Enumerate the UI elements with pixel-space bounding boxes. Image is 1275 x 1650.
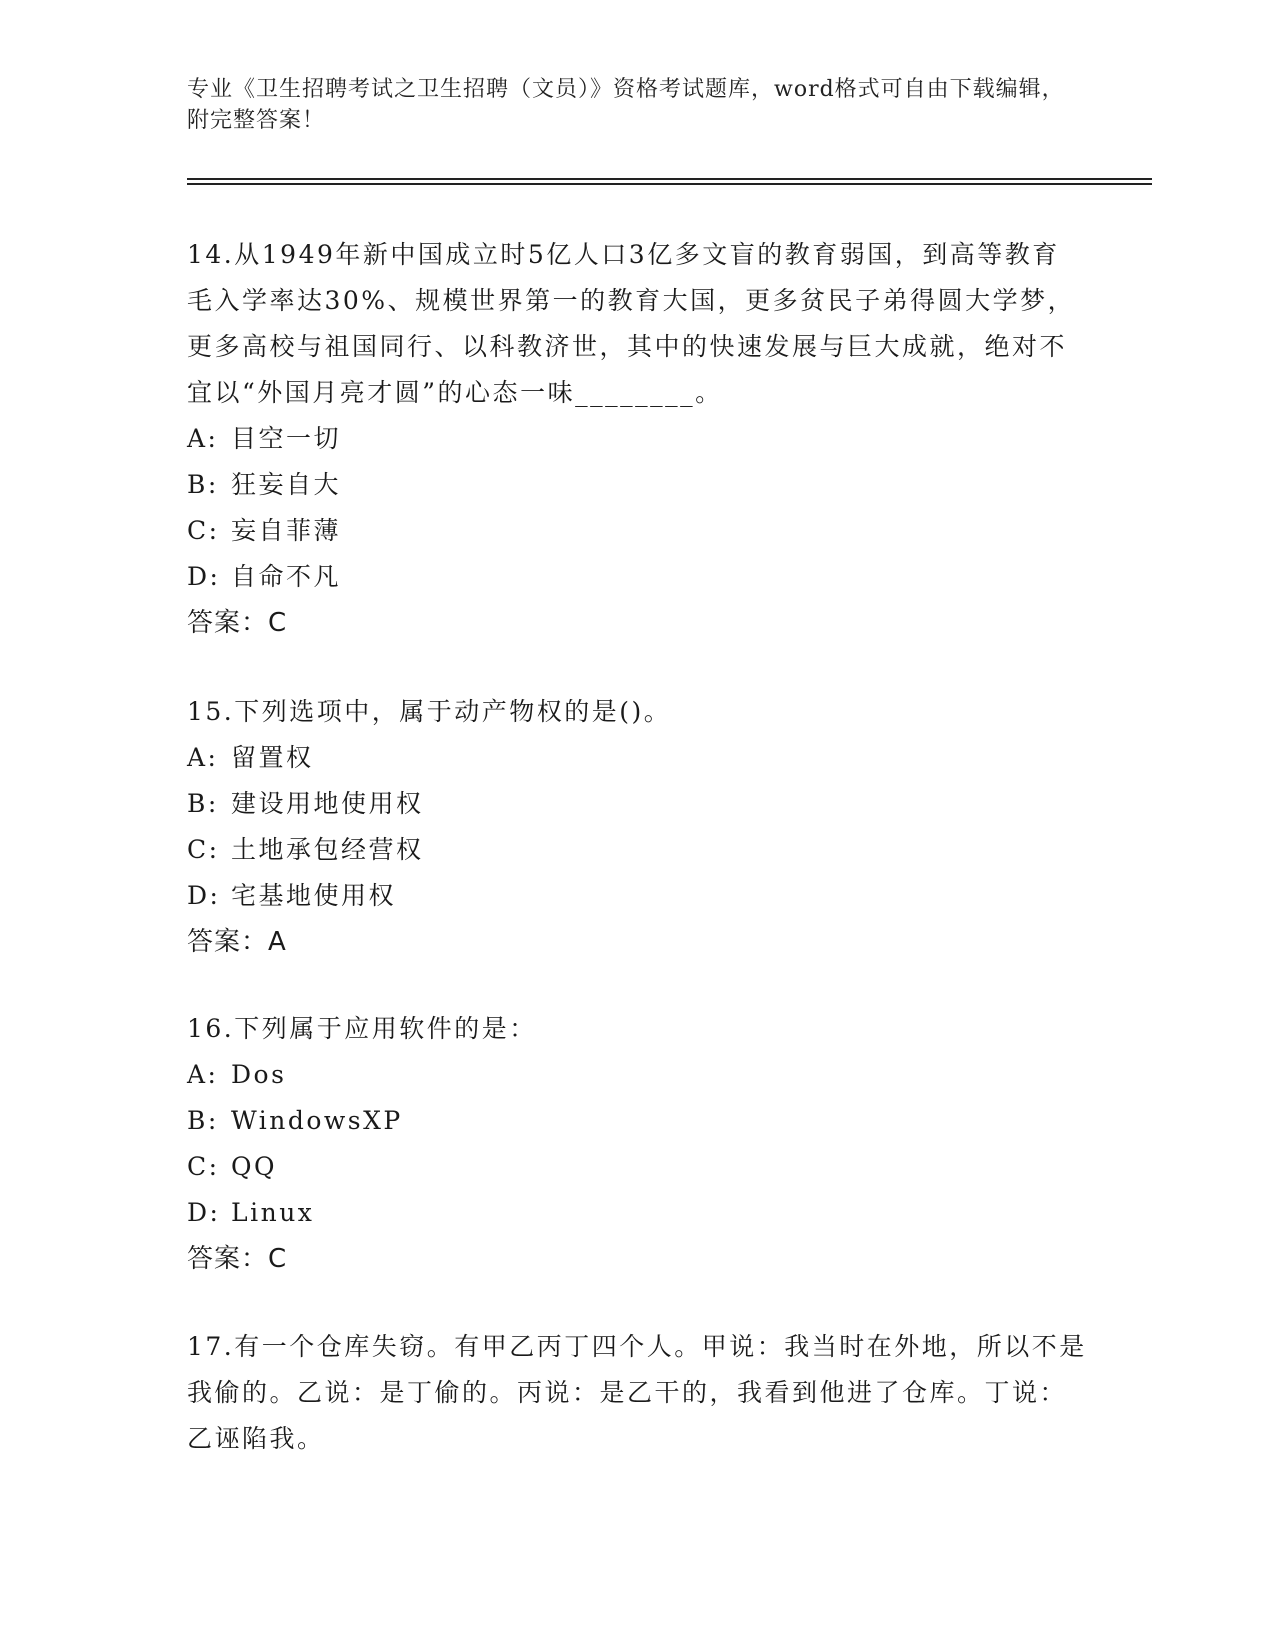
option-text: 狂妄自大 <box>231 470 342 499</box>
question-text: 15.下列选项中，属于动产物权的是()。 <box>187 697 672 726</box>
option-d <box>187 1190 1087 1236</box>
option-key: C: <box>187 835 220 864</box>
option-key: A: <box>187 743 219 772</box>
question-16 <box>187 1006 1087 1282</box>
option-key: A: <box>187 424 219 453</box>
option-key: B: <box>187 789 219 818</box>
option-text: WindowsXP <box>231 1106 403 1135</box>
option-a <box>187 416 1087 462</box>
option-key: B: <box>187 470 219 499</box>
option-key: D: <box>187 881 221 910</box>
option-text: Dos <box>231 1060 287 1089</box>
option-text: 建设用地使用权 <box>231 789 424 818</box>
question-15 <box>187 689 1087 965</box>
option-a <box>187 1052 1087 1098</box>
option-text: 自命不凡 <box>231 562 342 591</box>
option-key: B: <box>187 1106 219 1135</box>
option-text: 目空一切 <box>231 424 342 453</box>
answer-line: 答案：C <box>187 608 288 638</box>
option-b <box>187 781 1087 827</box>
option-text: 妄自菲薄 <box>231 516 342 545</box>
option-b <box>187 1098 1087 1144</box>
answer-line: 答案：A <box>187 927 287 957</box>
option-key: C: <box>187 516 220 545</box>
question-17 <box>187 1324 1087 1462</box>
option-b <box>187 462 1087 508</box>
option-key: D: <box>187 1198 221 1227</box>
option-c <box>187 827 1087 873</box>
option-text: 土地承包经营权 <box>231 835 424 864</box>
answer-line: 答案：C <box>187 1244 288 1274</box>
header-rule-bottom <box>187 183 1152 185</box>
header-rule-top <box>187 178 1152 180</box>
document-header <box>187 74 1067 136</box>
option-text: 宅基地使用权 <box>231 881 397 910</box>
question-14 <box>187 232 1087 646</box>
header-text: 专业《卫生招聘考试之卫生招聘（文员）》资格考试题库，word格式可自由下载编辑，附完整答案！ <box>187 77 1065 133</box>
option-a <box>187 735 1087 781</box>
question-text: 14.从1949年新中国成立时5亿人口3亿多文盲的教育弱国，到高等教育毛入学率达30%、规模世界第一的教育大国，更多贫民子弟得圆大学梦，更多高校与祖国同行、以科教济世，其中的快速发展与巨大成就，绝对不宜以“外国月亮才圆”的心态一味________。 <box>187 240 1076 407</box>
question-text: 17.有一个仓库失窃。有甲乙丙丁四个人。甲说：我当时在外地，所以不是我偷的。乙说：是丁偷的。丙说：是乙干的，我看到他进了仓库。丁说：乙诬陷我。 <box>187 1332 1087 1453</box>
option-d <box>187 873 1087 919</box>
option-d <box>187 554 1087 600</box>
option-text: Linux <box>231 1198 315 1227</box>
option-key: C: <box>187 1152 220 1181</box>
question-text: 16.下列属于应用软件的是： <box>187 1014 537 1043</box>
option-c <box>187 508 1087 554</box>
option-key: A: <box>187 1060 219 1089</box>
option-text: QQ <box>231 1152 277 1181</box>
option-text: 留置权 <box>231 743 314 772</box>
option-key: D: <box>187 562 221 591</box>
option-c <box>187 1144 1087 1190</box>
